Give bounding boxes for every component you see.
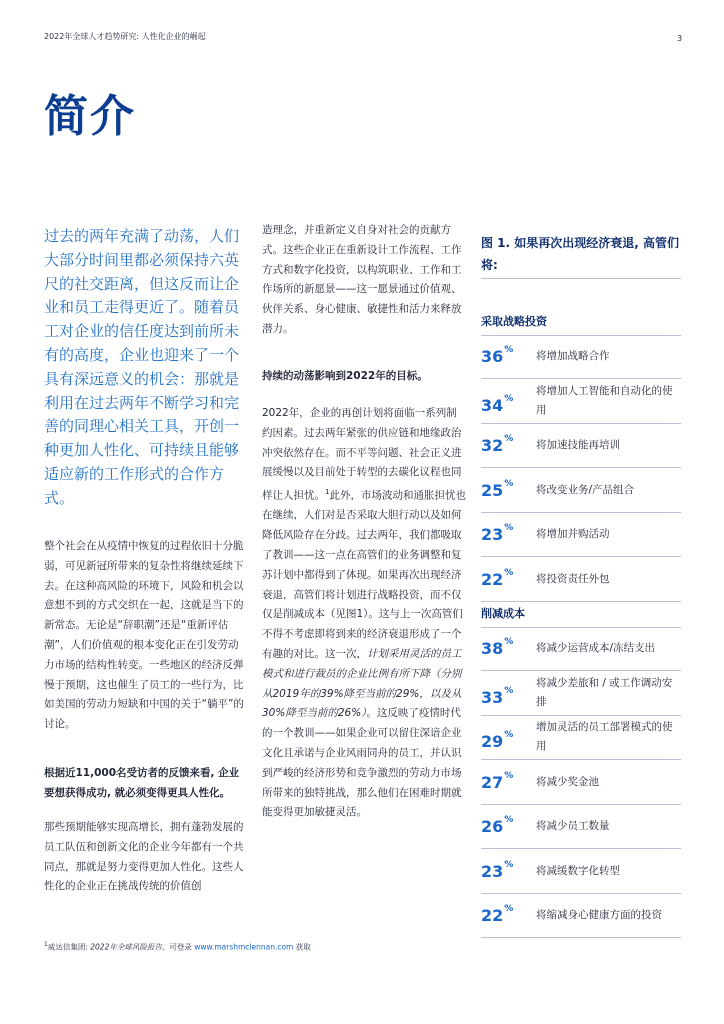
stat-divider: [481, 556, 681, 557]
stat-label: 将投资责任外包: [536, 572, 610, 585]
running-header: 2022年全球人才趋势研究: 人性化企业的崛起: [44, 32, 206, 41]
stat-divider: [481, 378, 681, 379]
stat-percentage-value: 25: [481, 480, 504, 500]
stat-row: [481, 426, 681, 468]
col1-bold-paragraph: 根据近11,000名受访者的反馈来看, 企业要想获得成功, 就必须变得更具人性化。: [44, 767, 240, 799]
stat-percentage: [481, 525, 513, 544]
stat-percentage-value: 32: [481, 436, 504, 455]
footnote-link[interactable]: www.marshmclennan.com: [194, 942, 294, 952]
col2-paragraph-2-text-b: 此外，市场波动和通胀担忧也在继续，人们对是否采取大胆行动以及如何降低风险存在分歧。过去两年，我们都吸取了教训——这一点在高管们的业务调整和复苏计划中都得到了体现。如果再次出现经济衰退，高管们将计划进行战略投资，而不仅仅是削减成本（见图1）。这与上一次高管们不得不考虑即将到来的经济衰退形成了一个有趣的对比。这一次，: [262, 489, 466, 661]
figure-title-rule: [481, 278, 681, 279]
stat-divider: [481, 512, 681, 513]
figure-title: 图 1. 如果再次出现经济衰退, 高管们将:: [481, 236, 680, 272]
col2-paragraph-2-text-c: 。这反映了疫情时代的一个教训——如果企业可以留住深谙企业文化且承诺与企业风雨同舟的员工，并认识到严峻的经济形势和竞争激烈的劳动力市场所带来的独特挑战，那么他们在困难时期就能变得更加敏捷灵活。: [262, 707, 462, 819]
page-number: 3: [677, 34, 683, 43]
stat-divider: [481, 670, 681, 671]
col1-paragraph-2: 那些预期能够实现高增长，拥有蓬勃发展的员工队伍和创新文化的企业今年都有一个共同点，那就是努力变得更加人性化。这些人性化的企业正在挑战传统的价值创: [44, 821, 244, 893]
percent-sign: %: [504, 567, 514, 578]
stat-percentage-value: 29: [481, 732, 504, 751]
stat-percentage: [481, 859, 514, 881]
stat-percentage: [481, 436, 513, 455]
footnote-number: 1: [44, 941, 48, 948]
percent-sign: %: [504, 770, 514, 781]
percent-sign: %: [504, 730, 514, 740]
col1-paragraph-1: 整个社会在从疫情中恢复的过程依旧十分脆弱，可见新冠所带来的复杂性将继续延续下去。在这种高风险的环境下，风险和机会以意想不到的方式交织在一起，这就是当下的新常态。无论是“辞职潮”还是“重新评估潮”，人们价值观的根本变化正在引发劳动力市场的结构性转变。一些地区的经济反弹慢于预期，这也催生了员工的一些行为，比如美国的劳动力短缺和中国的关于“躺平”的讨论。: [44, 540, 244, 731]
stat-percentage: [481, 770, 514, 792]
stat-row: [481, 718, 681, 760]
footnote-suffix: 获取: [293, 942, 311, 952]
stat-percentage: [481, 393, 514, 415]
footnote-source: 威达信集团:: [47, 942, 91, 952]
stat-percentage: [481, 906, 513, 925]
stat-row: [481, 515, 681, 557]
stat-divider: [481, 601, 681, 602]
stat-divider: [481, 804, 681, 805]
stat-divider: [481, 937, 681, 938]
section-title-strategic: 采取战略投资: [481, 315, 547, 328]
stat-percentage: [481, 478, 514, 500]
stat-divider: [481, 848, 681, 849]
stat-percentage-value: 22: [481, 906, 504, 925]
percent-sign: %: [504, 523, 514, 533]
stat-label: 将减少奖金池: [536, 775, 599, 788]
stat-percentage: [481, 685, 514, 707]
section-title-cost: 削减成本: [481, 607, 525, 620]
stat-percentage: [481, 817, 513, 836]
stat-percentage: [481, 347, 513, 366]
stat-percentage-value: 38: [481, 639, 504, 658]
col2-italic-text: 计划采用灵活的员工模式和进行裁员的企业比例有所下降（分别从2019年的39%降至当前的29%，以及从30%降至当前的26%）: [262, 648, 462, 720]
percent-sign: %: [504, 478, 514, 489]
stat-row: [481, 674, 681, 716]
percent-sign: %: [504, 393, 514, 404]
col2-paragraph-2-text-a: 2022年，企业的再创计划将面临一系列制约因素。过去两年紧张的供应链和地缘政治冲突依然存在。而不平等问题、社会正义进展缓慢以及目前处于转型的去碳化议程也同样让人担忧。: [262, 407, 462, 502]
stat-percentage-value: 26: [481, 817, 504, 836]
stat-row: [481, 852, 681, 894]
stat-percentage-value: 36: [481, 347, 504, 366]
stat-row: [481, 896, 681, 938]
percent-sign: %: [504, 904, 514, 914]
stat-percentage: [481, 567, 514, 589]
stat-label: 将减少运营成本/冻结支出: [536, 642, 656, 654]
percent-sign: %: [504, 685, 514, 696]
stat-label: 将增加并购活动: [536, 528, 610, 540]
stat-divider: [481, 467, 681, 468]
stat-percentage: [481, 639, 513, 658]
percent-sign: %: [504, 859, 514, 870]
stat-divider: [481, 715, 681, 716]
stat-divider: [481, 893, 681, 894]
stat-row: [481, 807, 681, 849]
stat-percentage-value: 22: [481, 569, 504, 589]
percent-sign: %: [504, 345, 514, 355]
stat-row: [481, 629, 681, 671]
stat-divider: [481, 423, 681, 424]
stat-percentage-value: 34: [481, 395, 504, 415]
stat-label: 将缩减身心健康方面的投资: [536, 909, 662, 921]
section-rule-strategic: [481, 335, 681, 336]
stat-row: [481, 337, 681, 379]
stat-label: 将增加人工智能和自动化的使用: [536, 384, 673, 416]
stat-percentage: [481, 732, 513, 751]
stat-row: [481, 763, 681, 805]
percent-sign: %: [504, 637, 514, 647]
section-rule-cost: [481, 627, 681, 628]
footnote: [44, 941, 311, 953]
footnote-report: 2022年全球风险报告: [90, 942, 162, 952]
percent-sign: %: [504, 815, 514, 825]
col2-paragraph-2: [262, 404, 466, 823]
footnote-marker: 1: [325, 488, 330, 497]
stat-label: 增加灵活的员工部署模式的使用: [536, 721, 673, 752]
stat-label: 将减少差旅和 / 或工作调动安排: [536, 676, 673, 708]
stat-row: [481, 560, 681, 602]
footnote-login-text: 。可登录: [161, 942, 195, 952]
stat-row: [481, 471, 681, 513]
stat-divider: [481, 759, 681, 760]
page-title: 简介: [44, 91, 136, 142]
stat-label: 将减少员工数量: [536, 820, 610, 832]
stat-percentage-value: 27: [481, 772, 504, 792]
stat-percentage-value: 33: [481, 687, 504, 707]
col2-bold-heading: 持续的动荡影响到2022年的目标。: [262, 370, 428, 382]
stat-label: 将增加战略合作: [536, 350, 610, 362]
stat-label: 将改变业务/产品组合: [536, 483, 635, 496]
stat-label: 将减缓数字化转型: [536, 864, 620, 877]
stat-percentage-value: 23: [481, 525, 504, 544]
stat-label: 将加速技能再培训: [536, 439, 620, 451]
lead-paragraph: 过去的两年充满了动荡，人们大部分时间里都必须保持六英尺的社交距离，但这反而让企业和员工走得更近了。随着员工对企业的信任度达到前所未有的高度，企业也迎来了一个具有深远意义的机会：那就是利用在过去两年不断学习和完善的同理心相关工具，开创一种更加人性化、可持续且能够适应新的工作形式的合作方式。: [44, 227, 240, 507]
stat-percentage-value: 23: [481, 861, 504, 881]
col2-paragraph-1: 造理念，并重新定义自身对社会的贡献方式。这些企业正在重新设计工作流程、工作方式和数字化投资，以构筑职业、工作和工作场所的新愿景——这一愿景通过价值观、伙伴关系、身心健康、敏捷性和活力来释放潜力。: [262, 224, 462, 335]
percent-sign: %: [504, 434, 514, 444]
stat-row: [481, 382, 681, 424]
